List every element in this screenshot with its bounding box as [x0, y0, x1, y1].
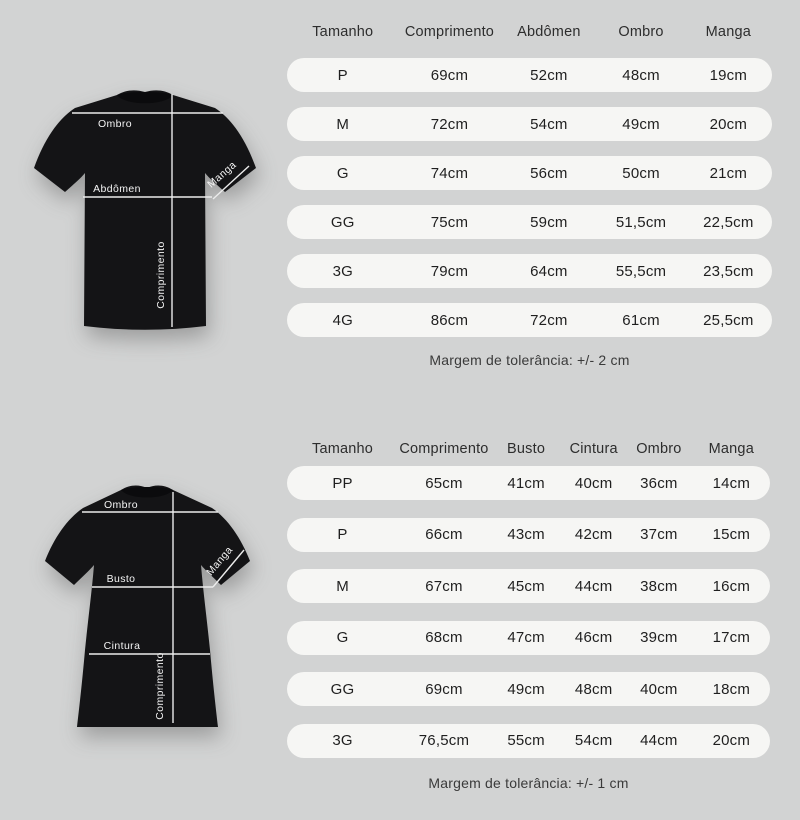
size-label: M [336, 115, 350, 133]
value-cell: 17cm [712, 629, 751, 646]
value-cell: 64cm [530, 262, 568, 280]
male-col-abdomen: Abdômen [517, 24, 581, 40]
female-size-row-pp [287, 466, 770, 500]
value-cell: 18cm [712, 680, 751, 698]
value-cell: 19cm [709, 66, 748, 84]
value-cell: 42cm [574, 526, 613, 543]
value-cell: 72cm [530, 311, 568, 329]
size-label: GG [330, 213, 355, 231]
value-cell: 66cm [425, 526, 463, 543]
size-label: M [336, 577, 349, 595]
male-size-row-p [287, 58, 772, 92]
value-cell: 54cm [530, 115, 568, 133]
value-cell: 23,5cm [703, 262, 754, 280]
male-col-tamanho: Tamanho [312, 24, 374, 40]
female-col-comprimento: Comprimento [399, 441, 489, 457]
female-size-row-3g [287, 724, 770, 758]
value-cell: 21cm [709, 164, 748, 182]
size-label: 4G [332, 311, 353, 329]
female-col-manga: Manga [708, 441, 754, 457]
value-cell: 52cm [530, 66, 568, 84]
value-cell: 43cm [507, 526, 545, 543]
male-shirt-illustration [34, 90, 256, 329]
size-label: GG [330, 680, 355, 698]
value-cell: 50cm [622, 164, 660, 182]
female-ombro-label: Ombro [103, 499, 139, 511]
male-tolerance-note: Margem de tolerância: +/- 2 cm [429, 352, 630, 368]
size-label: G [336, 629, 349, 646]
value-cell: 44cm [640, 732, 678, 749]
male-size-row-m [287, 107, 772, 141]
male-col-ombro: Ombro [618, 24, 664, 40]
value-cell: 41cm [507, 474, 545, 492]
female-shirt-illustration [45, 486, 250, 727]
value-cell: 67cm [425, 577, 463, 595]
male-comprimento-label: Comprimento [155, 241, 167, 309]
male-abdomen-label: Abdômen [93, 183, 141, 195]
value-cell: 47cm [507, 629, 545, 646]
female-size-row-gg [287, 672, 770, 706]
female-comprimento-label: Comprimento [154, 652, 166, 720]
male-ombro-label: Ombro [97, 118, 133, 130]
value-cell: 72cm [430, 115, 469, 133]
value-cell: 56cm [530, 164, 568, 182]
size-label: P [337, 526, 348, 543]
female-tolerance-note: Margem de tolerância: +/- 1 cm [428, 775, 629, 791]
value-cell: 37cm [640, 526, 678, 543]
size-label: PP [332, 474, 353, 492]
size-label: 3G [332, 262, 353, 280]
male-table-header [287, 20, 772, 44]
female-busto-label: Busto [106, 573, 136, 585]
value-cell: 61cm [622, 311, 660, 329]
value-cell: 75cm [430, 213, 469, 231]
female-col-busto: Busto [507, 441, 546, 457]
male-shirt-figure [25, 78, 260, 348]
male-manga-label: Manga [205, 159, 239, 191]
female-shirt-figure [30, 468, 258, 746]
female-shirt-svg [30, 468, 258, 746]
value-cell: 20cm [712, 732, 751, 749]
value-cell: 39cm [640, 629, 678, 646]
value-cell: 36cm [640, 474, 678, 492]
value-cell: 51,5cm [615, 213, 667, 231]
value-cell: 49cm [622, 115, 660, 133]
male-size-row-g [287, 156, 772, 190]
value-cell: 46cm [574, 629, 613, 646]
value-cell: 44cm [574, 577, 613, 595]
male-size-row-4g [287, 303, 772, 337]
value-cell: 25,5cm [703, 311, 754, 329]
value-cell: 20cm [709, 115, 748, 133]
male-size-row-gg [287, 205, 772, 239]
male-col-comprimento: Comprimento [404, 24, 495, 40]
value-cell: 65cm [425, 474, 463, 492]
value-cell: 74cm [430, 164, 469, 182]
value-cell: 48cm [622, 66, 660, 84]
male-col-manga: Manga [705, 24, 751, 40]
value-cell: 69cm [425, 680, 463, 698]
female-size-table [287, 437, 770, 791]
male-size-table [287, 20, 772, 368]
female-size-row-g [287, 621, 770, 655]
female-col-ombro: Ombro [636, 441, 682, 457]
female-cintura-label: Cintura [103, 640, 141, 652]
value-cell: 79cm [430, 262, 469, 280]
female-size-row-p [287, 518, 770, 552]
value-cell: 38cm [640, 577, 678, 595]
male-shirt-shape [34, 90, 256, 329]
size-label: P [337, 66, 348, 84]
female-manga-label: Manga [204, 544, 236, 578]
female-col-tamanho: Tamanho [312, 441, 374, 457]
value-cell: 49cm [507, 680, 545, 698]
value-cell: 14cm [712, 474, 751, 492]
male-shirt-svg [25, 78, 260, 348]
size-label: 3G [332, 732, 353, 749]
value-cell: 86cm [430, 311, 469, 329]
value-cell: 48cm [574, 680, 613, 698]
value-cell: 40cm [574, 474, 613, 492]
female-col-cintura: Cintura [569, 441, 618, 457]
size-label: G [336, 164, 349, 182]
value-cell: 45cm [507, 577, 545, 595]
value-cell: 54cm [574, 732, 613, 749]
value-cell: 68cm [425, 629, 463, 646]
value-cell: 55cm [507, 732, 545, 749]
value-cell: 55,5cm [615, 262, 667, 280]
value-cell: 40cm [640, 680, 678, 698]
female-table-header [287, 437, 770, 461]
female-shirt-shape [45, 486, 250, 727]
male-size-row-3g [287, 254, 772, 288]
value-cell: 76,5cm [418, 732, 470, 749]
value-cell: 15cm [712, 526, 751, 543]
value-cell: 69cm [430, 66, 469, 84]
value-cell: 59cm [530, 213, 568, 231]
value-cell: 22,5cm [703, 213, 754, 231]
value-cell: 16cm [712, 577, 751, 595]
female-size-row-m [287, 569, 770, 603]
